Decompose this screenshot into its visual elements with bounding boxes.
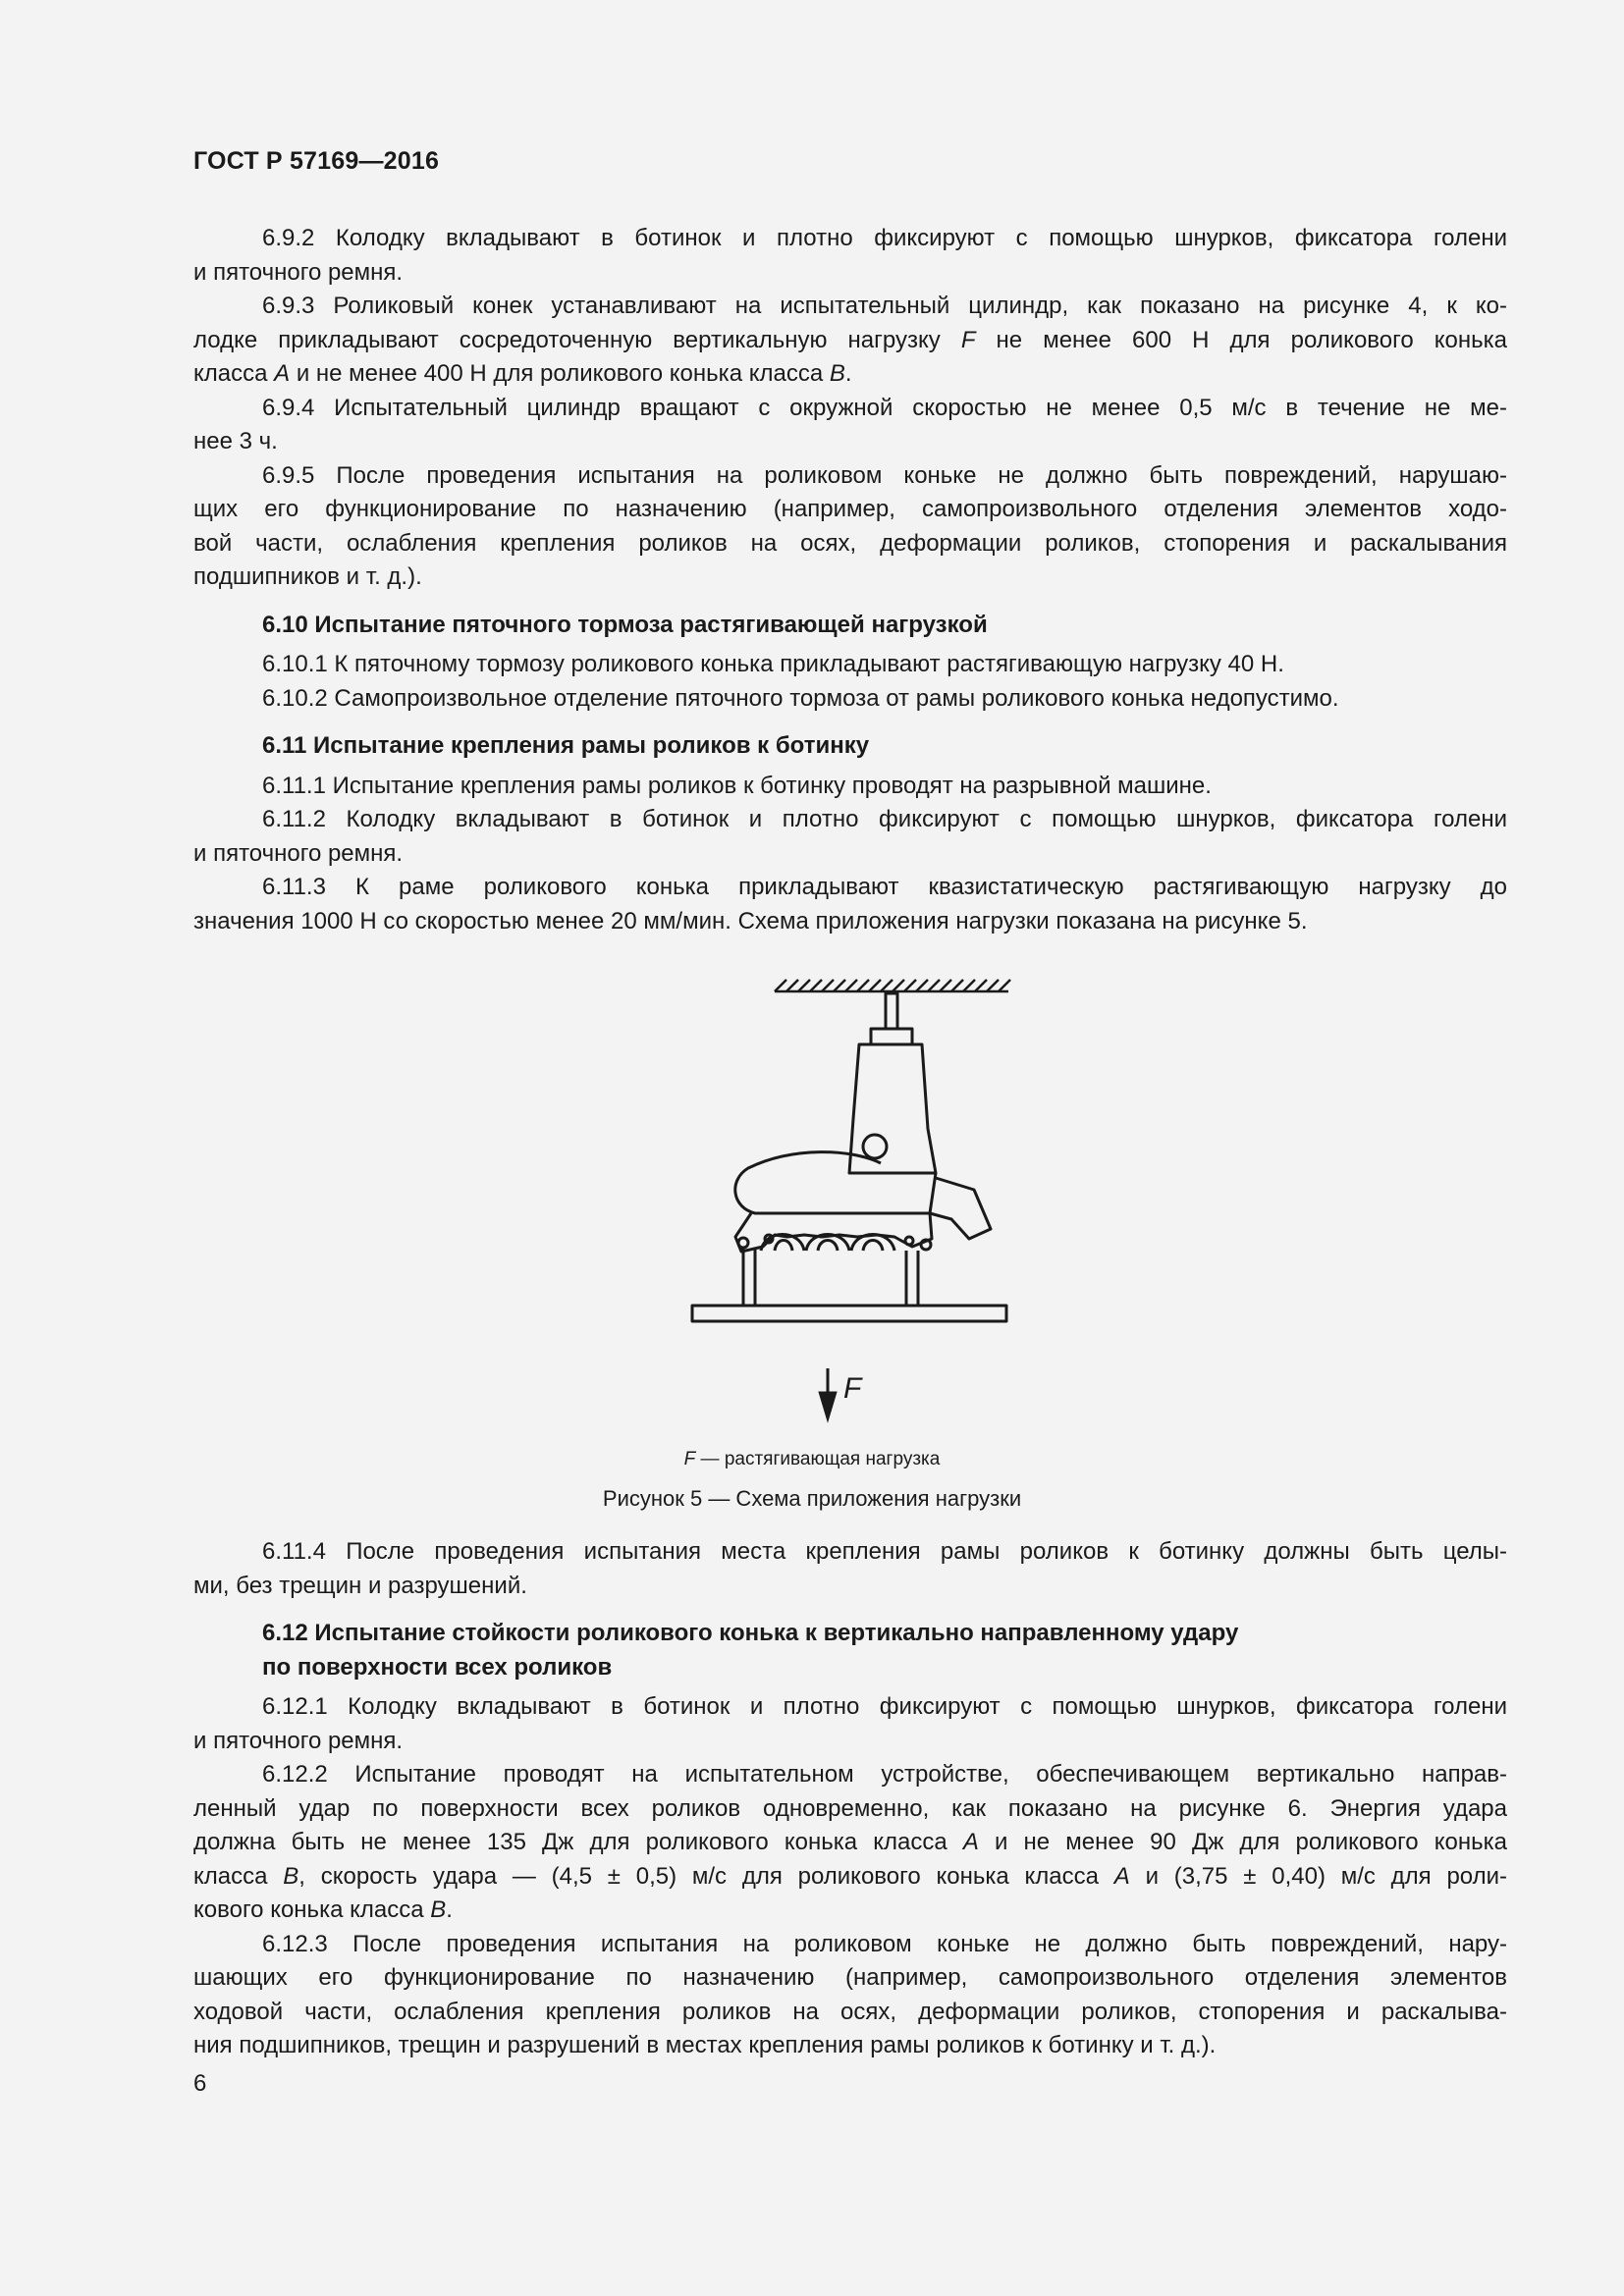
paragraph-6-9-3: 6.9.3 Роликовый конек устанавливают на испытательный цилиндр, как показано на рисунке 4, к ко- лодке прикладывают сосредоточенную вертикальную нагрузку F не менее 600 Н для роликового конька класса A и не менее 400 Н для роликового конька класса B. [193, 293, 1507, 387]
figure-5-load-scheme [684, 972, 1018, 1423]
skate-drawing [692, 993, 1006, 1321]
figure-note: F — растягивающая нагрузка [683, 1449, 941, 1469]
paragraph-6-11-2: 6.11.2 Колодку вкладывают в ботинок и плотно фиксируют с помощью шнурков, фиксатора голени и пяточного ремня. [193, 806, 1507, 867]
paragraph-6-10-2: 6.10.2 Самопроизвольное отделение пяточного тормоза от рамы роликового конька недопустимо. [262, 684, 1339, 712]
paragraph-6-12-2: 6.12.2 Испытание проводят на испытательном устройстве, обеспечивающем вертикально направ- ленный удар по поверхности всех роликов одновременно, как показано на рисунке 6. Энергия удара должна быть не менее 135 Дж для роликового конька класса A и не менее 90 Дж для роликового конька класса B, скорость удара — (4,5 ± 0,5) м/с для роликового конька класса A и (3,75 ± 0,40) м/с для роли- кового конька класса B. [193, 1761, 1508, 1923]
heading-6-12: 6.12 Испытание стойкости роликового конька к вертикально направленному удару по поверхности всех роликов [262, 1620, 1239, 1681]
paragraph-6-11-4: 6.11.4 После проведения испытания места крепления рамы роликов к ботинку должны быть целы- ми, без трещин и разрушений. [193, 1538, 1507, 1599]
paragraph-6-10-1: 6.10.1 К пяточному тормозу роликового конька прикладывают растягивающую нагрузку 40 Н. [262, 651, 1284, 677]
fixed-support [775, 980, 1010, 991]
page-number: 6 [193, 2070, 207, 2097]
paragraph-6-11-1: 6.11.1 Испытание крепления рамы роликов к ботинку проводят на разрывной машине. [262, 772, 1212, 799]
paragraph-6-9-2: 6.9.2 Колодку вкладывают в ботинок и плотно фиксируют с помощью шнурков, фиксатора голени и пяточного ремня. [193, 225, 1507, 286]
paragraph-6-9-5: 6.9.5 После проведения испытания на роликовом коньке не должно быть повреждений, нарушаю- щих его функционирование по назначению (например, самопроизвольного отделения элементов ходо- вой части, ослабления крепления роликов на осях, деформации роликов, стопорения и раскалывания подшипников и т. д.). [193, 461, 1507, 590]
text-block-top [193, 222, 1507, 938]
figure-caption: Рисунок 5 — Схема приложения нагрузки [602, 1486, 1022, 1511]
paragraph-6-11-3: 6.11.3 К раме роликового конька прикладывают квазистатическую растягивающую нагрузку до значения 1000 Н со скоростью менее 20 мм/мин. Схема приложения нагрузки показана на рисунке 5. [193, 874, 1507, 934]
force-arrow [819, 1368, 837, 1421]
heading-6-10: 6.10 Испытание пяточного тормоза растягивающей нагрузкой [262, 611, 988, 638]
force-label: F [843, 1372, 862, 1405]
paragraph-6-9-4: 6.9.4 Испытательный цилиндр вращают с окружной скоростью не менее 0,5 м/с в течение не ме- нее 3 ч. [193, 394, 1507, 454]
paragraph-6-12-1: 6.12.1 Колодку вкладывают в ботинок и плотно фиксируют с помощью шнурков, фиксатора голени и пяточного ремня. [193, 1693, 1507, 1754]
standard-header: ГОСТ Р 57169—2016 [193, 147, 440, 175]
heading-6-11: 6.11 Испытание крепления рамы роликов к ботинку [262, 732, 870, 759]
paragraph-6-12-3: 6.12.3 После проведения испытания на роликовом коньке не должно быть повреждений, нару- шающих его функционирование по назначению (например, самопроизвольного отделения элементов ходовой части, ослабления крепления роликов на осях, деформации роликов, стопорения и раскалыва- ния подшипников, трещин и разрушений в местах крепления рамы роликов к ботинку и т. д.). [193, 1930, 1507, 2058]
text-block-bottom [193, 1535, 1507, 2063]
